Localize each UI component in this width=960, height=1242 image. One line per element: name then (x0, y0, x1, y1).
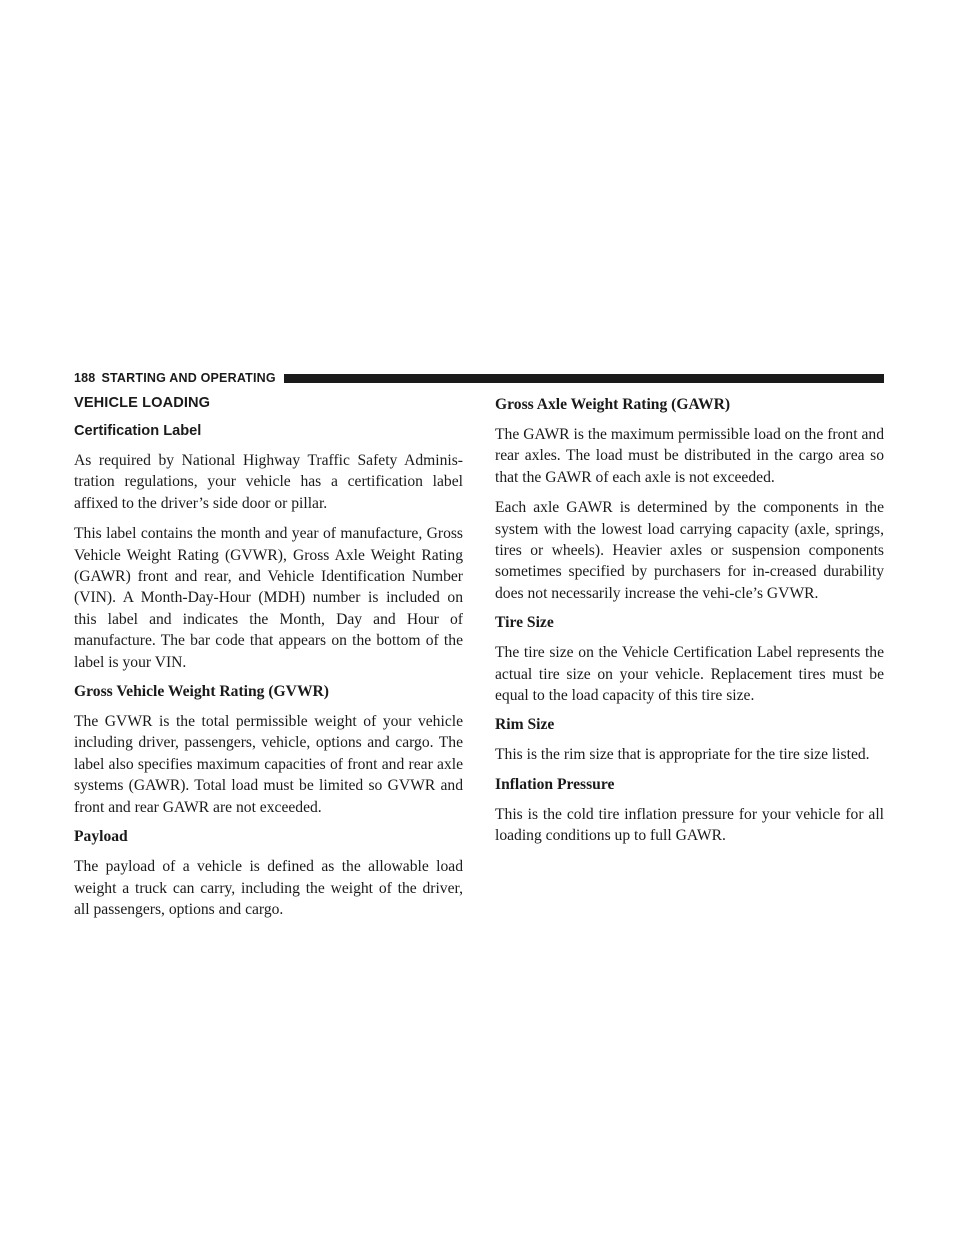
gawr-paragraph-1: The GAWR is the maximum permissible load on the front and rear axles. The load must be distributed in the cargo area so that the GAWR of each axle is not exceeded. (495, 426, 884, 486)
gawr-heading: Gross Axle Weight Rating (GAWR) (495, 396, 731, 413)
inflation-pressure-heading: Inflation Pressure (495, 775, 615, 793)
payload-heading: Payload (74, 828, 128, 846)
page-number: 188 (74, 371, 96, 385)
gvwr-paragraph: The GVWR is the total permissible weight of your vehicle including driver, passengers, vehicle, options and cargo. The label also specifies maximum capacities of front and rear axle systems (GAWR). Total load must be limited so GVWR and front and rear GAWR are not exceeded. (74, 713, 463, 816)
header-rule (284, 374, 884, 383)
section-title: VEHICLE LOADING (74, 395, 211, 411)
running-header (74, 370, 884, 386)
certification-label-heading: Certification Label (74, 423, 202, 439)
rim-size-paragraph: This is the rim size that is appropriate for the tire size listed. (495, 746, 870, 764)
certification-paragraph-2: This label contains the month and year of manufacture, Gross Vehicle Weight Rating (GVWR), Gross Axle Weight Rating (GAWR) front and rear, and Vehicle Identification Number (VIN). A Month-Day-Hour (MDH) number is included on this label and indicates the Month, Day and Hour of manufacture. The bar code that appears on the bottom of the label is your VIN. (74, 525, 463, 671)
tire-size-heading: Tire Size (495, 614, 554, 632)
inflation-pressure-paragraph: This is the cold tire inflation pressure for your vehicle for all loading conditions up to full GAWR. (495, 805, 884, 845)
certification-paragraph-1: As required by National Highway Traffic Safety Adminis-tration regulations, your vehicle has a certification label affixed to the driver’s side door or pillar. (74, 452, 463, 512)
right-column (495, 392, 884, 856)
gvwr-heading: Gross Vehicle Weight Rating (GVWR) (74, 683, 329, 701)
section-name: STARTING AND OPERATING (101, 371, 276, 385)
tire-size-paragraph: The tire size on the Vehicle Certification Label represents the actual tire size on your vehicle. Replacement tires must be equal to the load capacity of this tire size. (495, 644, 884, 705)
gawr-paragraph-2: Each axle GAWR is determined by the components in the system with the lowest load carrying capacity (axle, springs, tires or wheels). Heavier axles or suspension components sometimes specified by purchasers for in-creased durability does not necessarily increase the vehi-cle’s GVWR. (495, 499, 884, 602)
payload-paragraph: The payload of a vehicle is defined as the allowable load weight a truck can carry, including the weight of the driver, all passengers, options and cargo. (74, 858, 463, 918)
rim-size-heading: Rim Size (495, 716, 555, 734)
left-column (74, 392, 463, 929)
